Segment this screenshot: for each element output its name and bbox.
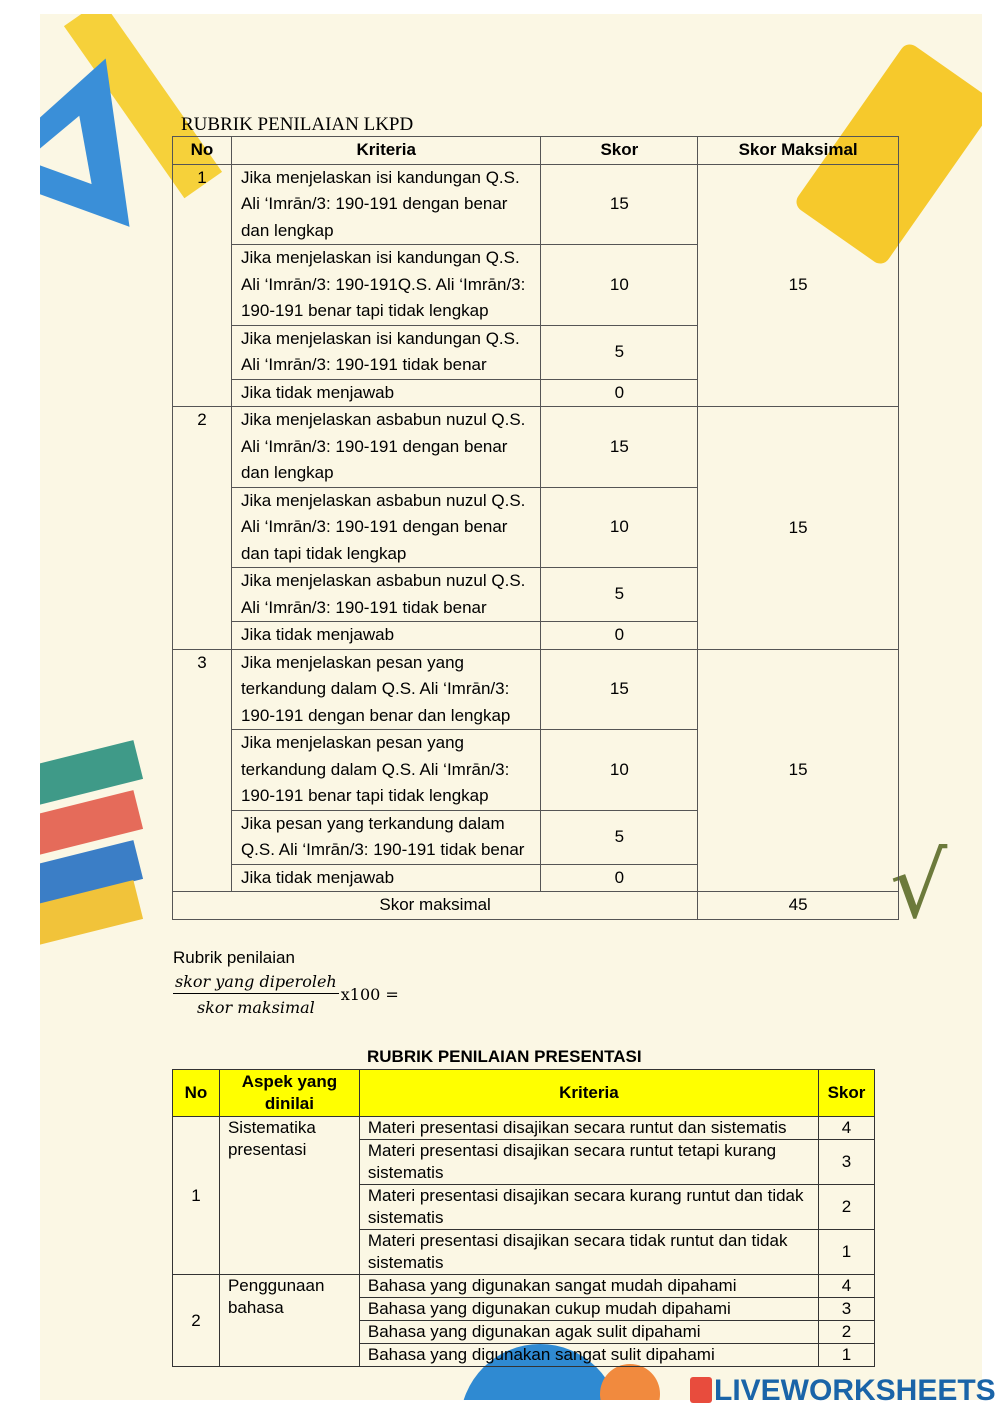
footer-label: Skor maksimal bbox=[173, 892, 698, 920]
aspect-cell: Penggunaan bahasa bbox=[219, 1275, 359, 1367]
criteria-cell: Jika menjelaskan pesan yang terkandung dalam Q.S. Ali ‘Imrān/3: 190-191 dengan benar dan lengkap bbox=[231, 649, 541, 730]
max-score-cell: 15 bbox=[698, 407, 899, 650]
table-row bbox=[173, 649, 899, 730]
criteria-cell: Materi presentasi disajikan secara runtut dan sistematis bbox=[359, 1117, 818, 1140]
group-number: 2 bbox=[173, 407, 232, 650]
criteria-cell: Jika menjelaskan asbabun nuzul Q.S. Ali ‘Imrān/3: 190-191 tidak benar bbox=[231, 568, 541, 622]
header-skor: Skor bbox=[818, 1070, 874, 1117]
group-number: 3 bbox=[173, 649, 232, 892]
score-cell: 2 bbox=[818, 1185, 874, 1230]
score-cell: 10 bbox=[541, 245, 698, 326]
criteria-cell: Materi presentasi disajikan secara tidak runtut dan tidak sistematis bbox=[359, 1230, 818, 1275]
liveworksheets-logo[interactable] bbox=[690, 1374, 996, 1408]
criteria-cell: Materi presentasi disajikan secara kurang runtut dan tidak sistematis bbox=[359, 1185, 818, 1230]
header-skor: Skor bbox=[541, 137, 698, 165]
criteria-cell: Jika menjelaskan asbabun nuzul Q.S. Ali ‘Imrān/3: 190-191 dengan benar dan lengkap bbox=[231, 407, 541, 488]
criteria-cell: Materi presentasi disajikan secara runtut tetapi kurang sistematis bbox=[359, 1140, 818, 1185]
score-cell: 0 bbox=[541, 379, 698, 407]
table-row bbox=[173, 407, 899, 488]
formula-multiplier: x100 = bbox=[340, 985, 399, 1004]
score-cell: 1 bbox=[818, 1230, 874, 1275]
score-formula bbox=[173, 972, 399, 1017]
formula-denominator: skor maksimal bbox=[196, 998, 315, 1017]
header-aspek: Aspek yang dinilai bbox=[219, 1070, 359, 1117]
presentation-title: RUBRIK PENILAIAN PRESENTASI bbox=[367, 1047, 642, 1066]
score-cell: 5 bbox=[541, 568, 698, 622]
criteria-cell: Jika tidak menjawab bbox=[231, 864, 541, 892]
header-no: No bbox=[173, 137, 232, 165]
table-footer-row bbox=[173, 892, 899, 920]
criteria-cell: Bahasa yang digunakan sangat mudah dipahami bbox=[359, 1275, 818, 1298]
formula-fraction bbox=[173, 972, 339, 1017]
table-row bbox=[173, 1275, 875, 1298]
score-cell: 0 bbox=[541, 622, 698, 650]
presentation-rubric-table bbox=[172, 1069, 875, 1367]
max-score-cell: 15 bbox=[698, 649, 899, 892]
score-cell: 4 bbox=[818, 1117, 874, 1140]
score-cell: 5 bbox=[541, 325, 698, 379]
criteria-cell: Jika menjelaskan isi kandungan Q.S. Ali ‘Imrān/3: 190-191 tidak benar bbox=[231, 325, 541, 379]
header-no: No bbox=[173, 1070, 220, 1117]
max-score-cell: 15 bbox=[698, 164, 899, 407]
table-row bbox=[173, 164, 899, 245]
table-row bbox=[173, 1117, 875, 1140]
criteria-cell: Jika menjelaskan asbabun nuzul Q.S. Ali ‘Imrān/3: 190-191 dengan benar dan tapi tidak lengkap bbox=[231, 487, 541, 568]
header-kriteria: Kriteria bbox=[231, 137, 541, 165]
score-cell: 1 bbox=[818, 1344, 874, 1367]
score-cell: 10 bbox=[541, 487, 698, 568]
score-cell: 15 bbox=[541, 164, 698, 245]
criteria-cell: Bahasa yang digunakan agak sulit dipahami bbox=[359, 1321, 818, 1344]
liveworksheets-logo-icon bbox=[690, 1377, 712, 1403]
criteria-cell: Jika tidak menjawab bbox=[231, 622, 541, 650]
score-cell: 4 bbox=[818, 1275, 874, 1298]
criteria-cell: Jika pesan yang terkandung dalam Q.S. Ali ‘Imrān/3: 190-191 tidak benar bbox=[231, 810, 541, 864]
header-kriteria: Kriteria bbox=[359, 1070, 818, 1117]
score-cell: 0 bbox=[541, 864, 698, 892]
lkpd-title: RUBRIK PENILAIAN LKPD bbox=[181, 114, 414, 135]
score-cell: 3 bbox=[818, 1298, 874, 1321]
score-cell: 5 bbox=[541, 810, 698, 864]
criteria-cell: Bahasa yang digunakan sangat sulit dipahami bbox=[359, 1344, 818, 1367]
score-cell: 2 bbox=[818, 1321, 874, 1344]
criteria-cell: Bahasa yang digunakan cukup mudah dipahami bbox=[359, 1298, 818, 1321]
criteria-cell: Jika tidak menjawab bbox=[231, 379, 541, 407]
criteria-cell: Jika menjelaskan pesan yang terkandung dalam Q.S. Ali ‘Imrān/3: 190-191 benar tapi tidak lengkap bbox=[231, 730, 541, 811]
header-skor-maksimal: Skor Maksimal bbox=[698, 137, 899, 165]
criteria-cell: Jika menjelaskan isi kandungan Q.S. Ali ‘Imrān/3: 190-191 dengan benar dan lengkap bbox=[231, 164, 541, 245]
score-cell: 15 bbox=[541, 407, 698, 488]
score-cell: 3 bbox=[818, 1140, 874, 1185]
score-cell: 15 bbox=[541, 649, 698, 730]
group-number: 1 bbox=[173, 164, 232, 407]
group-number: 2 bbox=[173, 1275, 220, 1367]
aspect-cell: Sistematika presentasi bbox=[219, 1117, 359, 1275]
formula-label: Rubrik penilaian bbox=[173, 948, 295, 967]
brand-text: LIVEWORKSHEETS bbox=[714, 1374, 996, 1407]
footer-total: 45 bbox=[698, 892, 899, 920]
square-root-decoration: √ bbox=[890, 834, 948, 939]
score-cell: 10 bbox=[541, 730, 698, 811]
lkpd-rubric-table bbox=[172, 136, 899, 920]
criteria-cell: Jika menjelaskan isi kandungan Q.S. Ali ‘Imrān/3: 190-191Q.S. Ali ‘Imrān/3: 190-191 benar tapi tidak lengkap bbox=[231, 245, 541, 326]
formula-numerator: skor yang diperoleh bbox=[173, 972, 339, 994]
group-number: 1 bbox=[173, 1117, 220, 1275]
